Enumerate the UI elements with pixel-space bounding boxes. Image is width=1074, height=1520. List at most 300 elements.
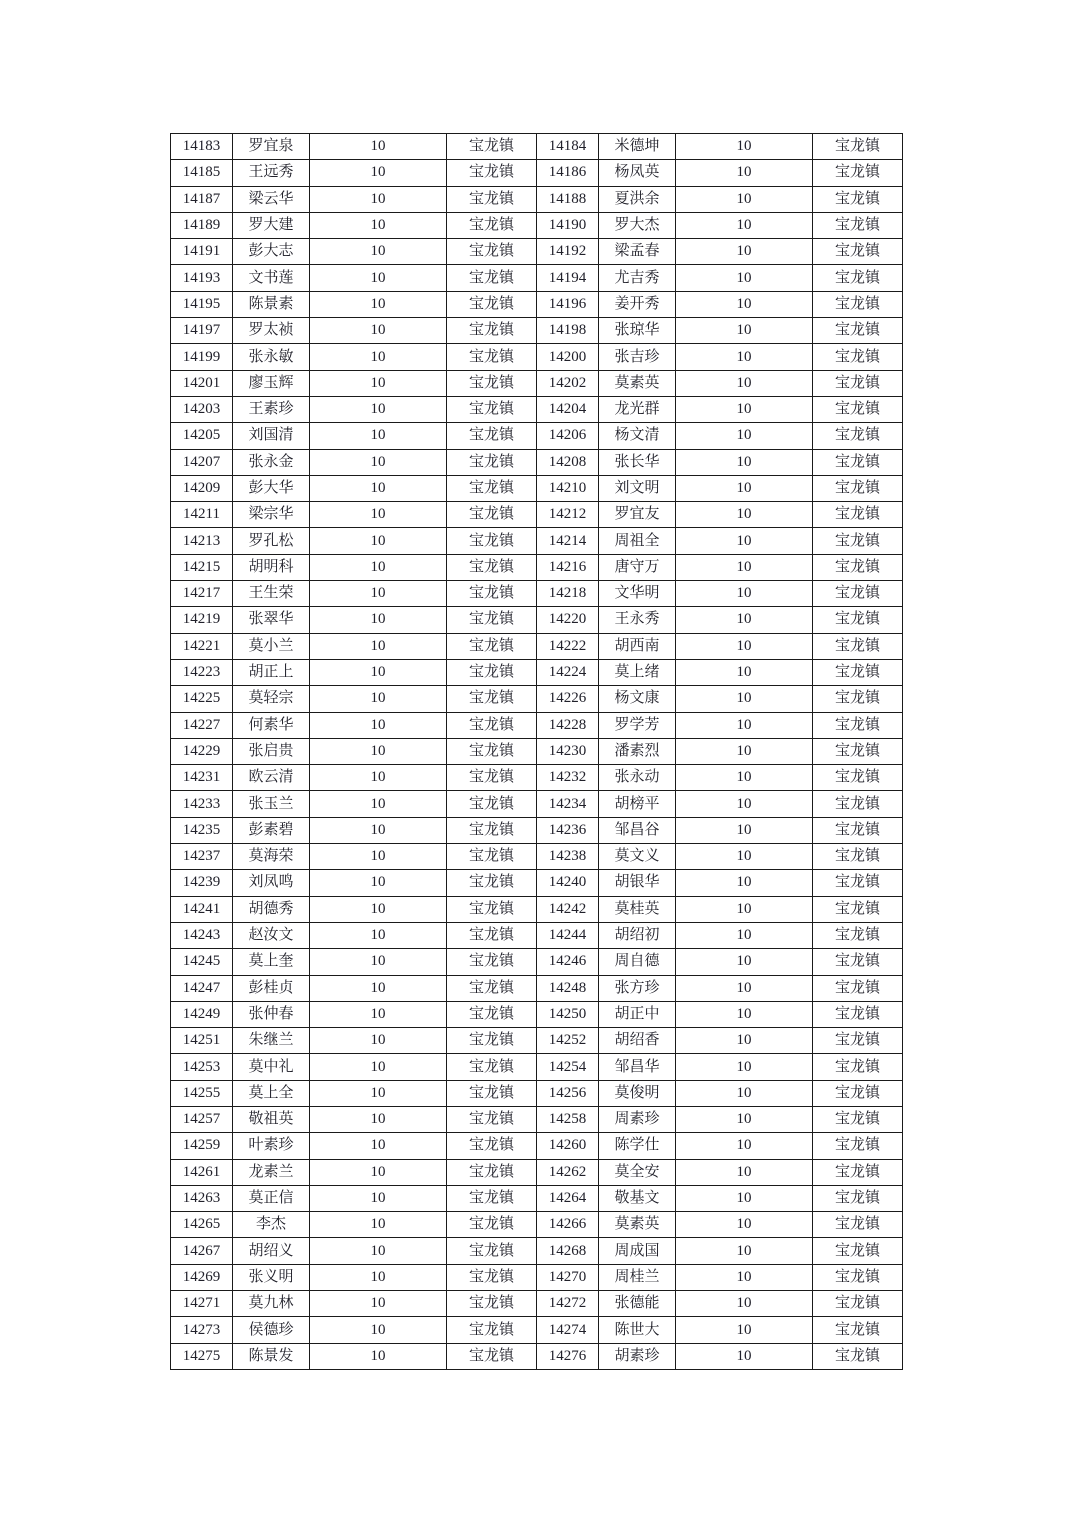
town-cell: 宝龙镇 xyxy=(813,265,903,291)
id-cell: 14252 xyxy=(537,1028,599,1054)
name-cell: 胡正中 xyxy=(599,1001,676,1027)
town-cell: 宝龙镇 xyxy=(813,633,903,659)
id-cell: 14242 xyxy=(537,896,599,922)
id-cell: 14205 xyxy=(171,423,233,449)
name-cell: 唐守万 xyxy=(599,554,676,580)
id-cell: 14254 xyxy=(537,1054,599,1080)
table-row xyxy=(171,607,903,633)
amount-cell: 10 xyxy=(310,1133,447,1159)
id-cell: 14208 xyxy=(537,449,599,475)
amount-cell: 10 xyxy=(676,475,813,501)
id-cell: 14189 xyxy=(171,212,233,238)
town-cell: 宝龙镇 xyxy=(447,554,537,580)
name-cell: 罗学芳 xyxy=(599,712,676,738)
id-cell: 14185 xyxy=(171,160,233,186)
name-cell: 龙素兰 xyxy=(233,1159,310,1185)
table-row xyxy=(171,396,903,422)
id-cell: 14202 xyxy=(537,370,599,396)
id-cell: 14187 xyxy=(171,186,233,212)
name-cell: 莫素英 xyxy=(599,370,676,396)
amount-cell: 10 xyxy=(676,396,813,422)
id-cell: 14272 xyxy=(537,1291,599,1317)
town-cell: 宝龙镇 xyxy=(813,370,903,396)
amount-cell: 10 xyxy=(310,239,447,265)
name-cell: 周自德 xyxy=(599,949,676,975)
id-cell: 14247 xyxy=(171,975,233,1001)
name-cell: 莫轻宗 xyxy=(233,686,310,712)
id-cell: 14192 xyxy=(537,239,599,265)
town-cell: 宝龙镇 xyxy=(447,791,537,817)
amount-cell: 10 xyxy=(676,975,813,1001)
table-row xyxy=(171,686,903,712)
amount-cell: 10 xyxy=(310,423,447,449)
amount-cell: 10 xyxy=(676,449,813,475)
name-cell: 胡榜平 xyxy=(599,791,676,817)
town-cell: 宝龙镇 xyxy=(447,396,537,422)
id-cell: 14271 xyxy=(171,1291,233,1317)
id-cell: 14274 xyxy=(537,1317,599,1343)
id-cell: 14210 xyxy=(537,475,599,501)
id-cell: 14241 xyxy=(171,896,233,922)
amount-cell: 10 xyxy=(676,423,813,449)
amount-cell: 10 xyxy=(676,291,813,317)
id-cell: 14231 xyxy=(171,765,233,791)
town-cell: 宝龙镇 xyxy=(447,1054,537,1080)
name-cell: 胡素珍 xyxy=(599,1343,676,1369)
name-cell: 朱继兰 xyxy=(233,1028,310,1054)
name-cell: 张方珍 xyxy=(599,975,676,1001)
id-cell: 14269 xyxy=(171,1264,233,1290)
amount-cell: 10 xyxy=(676,659,813,685)
name-cell: 胡德秀 xyxy=(233,896,310,922)
id-cell: 14221 xyxy=(171,633,233,659)
name-cell: 杨文康 xyxy=(599,686,676,712)
table-row xyxy=(171,633,903,659)
name-cell: 姜开秀 xyxy=(599,291,676,317)
amount-cell: 10 xyxy=(676,712,813,738)
name-cell: 莫文义 xyxy=(599,844,676,870)
amount-cell: 10 xyxy=(310,870,447,896)
id-cell: 14204 xyxy=(537,396,599,422)
amount-cell: 10 xyxy=(310,212,447,238)
id-cell: 14183 xyxy=(171,134,233,160)
amount-cell: 10 xyxy=(676,1238,813,1264)
amount-cell: 10 xyxy=(676,896,813,922)
id-cell: 14219 xyxy=(171,607,233,633)
amount-cell: 10 xyxy=(310,581,447,607)
town-cell: 宝龙镇 xyxy=(447,318,537,344)
amount-cell: 10 xyxy=(310,1054,447,1080)
table-row xyxy=(171,1054,903,1080)
id-cell: 14267 xyxy=(171,1238,233,1264)
id-cell: 14256 xyxy=(537,1080,599,1106)
table-row xyxy=(171,449,903,475)
id-cell: 14190 xyxy=(537,212,599,238)
table-row xyxy=(171,844,903,870)
town-cell: 宝龙镇 xyxy=(813,423,903,449)
table-row xyxy=(171,1028,903,1054)
name-cell: 胡明科 xyxy=(233,554,310,580)
amount-cell: 10 xyxy=(676,738,813,764)
town-cell: 宝龙镇 xyxy=(447,134,537,160)
amount-cell: 10 xyxy=(676,844,813,870)
amount-cell: 10 xyxy=(310,1028,447,1054)
amount-cell: 10 xyxy=(676,502,813,528)
name-cell: 王永秀 xyxy=(599,607,676,633)
id-cell: 14198 xyxy=(537,318,599,344)
table-row xyxy=(171,791,903,817)
table-row xyxy=(171,291,903,317)
id-cell: 14262 xyxy=(537,1159,599,1185)
table-row xyxy=(171,212,903,238)
amount-cell: 10 xyxy=(676,1264,813,1290)
id-cell: 14268 xyxy=(537,1238,599,1264)
amount-cell: 10 xyxy=(676,554,813,580)
table-row xyxy=(171,975,903,1001)
town-cell: 宝龙镇 xyxy=(447,370,537,396)
amount-cell: 10 xyxy=(676,186,813,212)
town-cell: 宝龙镇 xyxy=(447,949,537,975)
name-cell: 张义明 xyxy=(233,1264,310,1290)
town-cell: 宝龙镇 xyxy=(813,1001,903,1027)
name-cell: 欧云清 xyxy=(233,765,310,791)
amount-cell: 10 xyxy=(676,1343,813,1369)
id-cell: 14200 xyxy=(537,344,599,370)
town-cell: 宝龙镇 xyxy=(813,1106,903,1132)
town-cell: 宝龙镇 xyxy=(813,318,903,344)
name-cell: 敬祖英 xyxy=(233,1106,310,1132)
id-cell: 14191 xyxy=(171,239,233,265)
name-cell: 张永金 xyxy=(233,449,310,475)
name-cell: 彭大华 xyxy=(233,475,310,501)
name-cell: 罗宜友 xyxy=(599,502,676,528)
id-cell: 14233 xyxy=(171,791,233,817)
town-cell: 宝龙镇 xyxy=(447,765,537,791)
id-cell: 14264 xyxy=(537,1185,599,1211)
amount-cell: 10 xyxy=(310,265,447,291)
amount-cell: 10 xyxy=(310,160,447,186)
name-cell: 米德坤 xyxy=(599,134,676,160)
town-cell: 宝龙镇 xyxy=(813,607,903,633)
name-cell: 侯德珍 xyxy=(233,1317,310,1343)
id-cell: 14197 xyxy=(171,318,233,344)
name-cell: 刘国清 xyxy=(233,423,310,449)
table-row xyxy=(171,659,903,685)
town-cell: 宝龙镇 xyxy=(813,1212,903,1238)
id-cell: 14216 xyxy=(537,554,599,580)
table-row xyxy=(171,1291,903,1317)
table-row xyxy=(171,1159,903,1185)
town-cell: 宝龙镇 xyxy=(447,633,537,659)
name-cell: 莫小兰 xyxy=(233,633,310,659)
name-cell: 莫上全 xyxy=(233,1080,310,1106)
town-cell: 宝龙镇 xyxy=(447,1080,537,1106)
table-row xyxy=(171,712,903,738)
amount-cell: 10 xyxy=(310,1185,447,1211)
town-cell: 宝龙镇 xyxy=(447,502,537,528)
town-cell: 宝龙镇 xyxy=(447,291,537,317)
name-cell: 敬基文 xyxy=(599,1185,676,1211)
name-cell: 罗孔松 xyxy=(233,528,310,554)
table-row xyxy=(171,1212,903,1238)
name-cell: 胡绍香 xyxy=(599,1028,676,1054)
id-cell: 14206 xyxy=(537,423,599,449)
id-cell: 14194 xyxy=(537,265,599,291)
town-cell: 宝龙镇 xyxy=(447,528,537,554)
town-cell: 宝龙镇 xyxy=(447,1238,537,1264)
amount-cell: 10 xyxy=(310,1159,447,1185)
id-cell: 14196 xyxy=(537,291,599,317)
amount-cell: 10 xyxy=(310,528,447,554)
table-row xyxy=(171,1317,903,1343)
table-row xyxy=(171,949,903,975)
town-cell: 宝龙镇 xyxy=(813,1291,903,1317)
id-cell: 14240 xyxy=(537,870,599,896)
amount-cell: 10 xyxy=(676,1001,813,1027)
town-cell: 宝龙镇 xyxy=(813,896,903,922)
id-cell: 14263 xyxy=(171,1185,233,1211)
table-row xyxy=(171,922,903,948)
amount-cell: 10 xyxy=(310,502,447,528)
amount-cell: 10 xyxy=(310,659,447,685)
id-cell: 14258 xyxy=(537,1106,599,1132)
town-cell: 宝龙镇 xyxy=(813,581,903,607)
amount-cell: 10 xyxy=(310,975,447,1001)
id-cell: 14276 xyxy=(537,1343,599,1369)
town-cell: 宝龙镇 xyxy=(447,1133,537,1159)
id-cell: 14251 xyxy=(171,1028,233,1054)
amount-cell: 10 xyxy=(310,1343,447,1369)
town-cell: 宝龙镇 xyxy=(447,1159,537,1185)
town-cell: 宝龙镇 xyxy=(447,712,537,738)
name-cell: 胡西南 xyxy=(599,633,676,659)
table-row xyxy=(171,160,903,186)
table-row xyxy=(171,1080,903,1106)
town-cell: 宝龙镇 xyxy=(813,922,903,948)
amount-cell: 10 xyxy=(676,318,813,344)
town-cell: 宝龙镇 xyxy=(813,212,903,238)
table-row xyxy=(171,239,903,265)
id-cell: 14186 xyxy=(537,160,599,186)
amount-cell: 10 xyxy=(310,370,447,396)
town-cell: 宝龙镇 xyxy=(447,1264,537,1290)
name-cell: 梁宗华 xyxy=(233,502,310,528)
amount-cell: 10 xyxy=(676,1291,813,1317)
amount-cell: 10 xyxy=(676,370,813,396)
name-cell: 张长华 xyxy=(599,449,676,475)
amount-cell: 10 xyxy=(676,1133,813,1159)
table-row xyxy=(171,186,903,212)
amount-cell: 10 xyxy=(676,817,813,843)
id-cell: 14193 xyxy=(171,265,233,291)
amount-cell: 10 xyxy=(676,160,813,186)
amount-cell: 10 xyxy=(310,186,447,212)
amount-cell: 10 xyxy=(676,765,813,791)
name-cell: 文书莲 xyxy=(233,265,310,291)
town-cell: 宝龙镇 xyxy=(813,449,903,475)
town-cell: 宝龙镇 xyxy=(813,554,903,580)
id-cell: 14203 xyxy=(171,396,233,422)
town-cell: 宝龙镇 xyxy=(813,134,903,160)
town-cell: 宝龙镇 xyxy=(813,291,903,317)
table-row xyxy=(171,896,903,922)
town-cell: 宝龙镇 xyxy=(447,160,537,186)
id-cell: 14224 xyxy=(537,659,599,685)
id-cell: 14235 xyxy=(171,817,233,843)
name-cell: 张吉珍 xyxy=(599,344,676,370)
name-cell: 张玉兰 xyxy=(233,791,310,817)
table-row xyxy=(171,1001,903,1027)
town-cell: 宝龙镇 xyxy=(447,607,537,633)
table-row xyxy=(171,265,903,291)
name-cell: 胡绍初 xyxy=(599,922,676,948)
amount-cell: 10 xyxy=(676,1080,813,1106)
amount-cell: 10 xyxy=(676,1185,813,1211)
town-cell: 宝龙镇 xyxy=(813,844,903,870)
name-cell: 周素珍 xyxy=(599,1106,676,1132)
name-cell: 陈景发 xyxy=(233,1343,310,1369)
town-cell: 宝龙镇 xyxy=(447,1291,537,1317)
id-cell: 14243 xyxy=(171,922,233,948)
town-cell: 宝龙镇 xyxy=(813,1028,903,1054)
amount-cell: 10 xyxy=(676,134,813,160)
town-cell: 宝龙镇 xyxy=(813,239,903,265)
name-cell: 王素珍 xyxy=(233,396,310,422)
name-cell: 潘素烈 xyxy=(599,738,676,764)
town-cell: 宝龙镇 xyxy=(813,659,903,685)
id-cell: 14265 xyxy=(171,1212,233,1238)
name-cell: 廖玉辉 xyxy=(233,370,310,396)
amount-cell: 10 xyxy=(310,1001,447,1027)
id-cell: 14270 xyxy=(537,1264,599,1290)
name-cell: 杨文清 xyxy=(599,423,676,449)
table-row xyxy=(171,1343,903,1369)
amount-cell: 10 xyxy=(310,1238,447,1264)
name-cell: 杨凤英 xyxy=(599,160,676,186)
table-row xyxy=(171,765,903,791)
town-cell: 宝龙镇 xyxy=(813,186,903,212)
amount-cell: 10 xyxy=(676,870,813,896)
town-cell: 宝龙镇 xyxy=(447,922,537,948)
name-cell: 莫中礼 xyxy=(233,1054,310,1080)
table-row xyxy=(171,344,903,370)
amount-cell: 10 xyxy=(310,817,447,843)
name-cell: 罗太祯 xyxy=(233,318,310,344)
name-cell: 刘凤鸣 xyxy=(233,870,310,896)
amount-cell: 10 xyxy=(676,1212,813,1238)
name-cell: 夏洪余 xyxy=(599,186,676,212)
id-cell: 14201 xyxy=(171,370,233,396)
id-cell: 14212 xyxy=(537,502,599,528)
town-cell: 宝龙镇 xyxy=(447,659,537,685)
town-cell: 宝龙镇 xyxy=(813,791,903,817)
town-cell: 宝龙镇 xyxy=(813,817,903,843)
amount-cell: 10 xyxy=(676,1317,813,1343)
amount-cell: 10 xyxy=(310,686,447,712)
town-cell: 宝龙镇 xyxy=(813,344,903,370)
table-row xyxy=(171,1133,903,1159)
town-cell: 宝龙镇 xyxy=(447,1343,537,1369)
town-cell: 宝龙镇 xyxy=(813,1317,903,1343)
town-cell: 宝龙镇 xyxy=(813,502,903,528)
amount-cell: 10 xyxy=(310,765,447,791)
town-cell: 宝龙镇 xyxy=(447,817,537,843)
id-cell: 14195 xyxy=(171,291,233,317)
id-cell: 14226 xyxy=(537,686,599,712)
amount-cell: 10 xyxy=(310,1264,447,1290)
id-cell: 14222 xyxy=(537,633,599,659)
table-row xyxy=(171,423,903,449)
name-cell: 周成国 xyxy=(599,1238,676,1264)
name-cell: 李杰 xyxy=(233,1212,310,1238)
table-row xyxy=(171,581,903,607)
table-row xyxy=(171,1185,903,1211)
id-cell: 14273 xyxy=(171,1317,233,1343)
amount-cell: 10 xyxy=(310,396,447,422)
name-cell: 梁孟春 xyxy=(599,239,676,265)
name-cell: 彭大志 xyxy=(233,239,310,265)
name-cell: 陈景素 xyxy=(233,291,310,317)
amount-cell: 10 xyxy=(310,134,447,160)
town-cell: 宝龙镇 xyxy=(813,1159,903,1185)
town-cell: 宝龙镇 xyxy=(447,1185,537,1211)
id-cell: 14225 xyxy=(171,686,233,712)
name-cell: 文华明 xyxy=(599,581,676,607)
town-cell: 宝龙镇 xyxy=(447,896,537,922)
id-cell: 14234 xyxy=(537,791,599,817)
name-cell: 张琼华 xyxy=(599,318,676,344)
town-cell: 宝龙镇 xyxy=(813,1185,903,1211)
name-cell: 莫素英 xyxy=(599,1212,676,1238)
name-cell: 罗宜泉 xyxy=(233,134,310,160)
id-cell: 14215 xyxy=(171,554,233,580)
amount-cell: 10 xyxy=(310,896,447,922)
name-cell: 张翠华 xyxy=(233,607,310,633)
amount-cell: 10 xyxy=(310,1291,447,1317)
town-cell: 宝龙镇 xyxy=(813,765,903,791)
amount-cell: 10 xyxy=(676,581,813,607)
id-cell: 14214 xyxy=(537,528,599,554)
town-cell: 宝龙镇 xyxy=(447,975,537,1001)
amount-cell: 10 xyxy=(676,1159,813,1185)
table-row xyxy=(171,318,903,344)
name-cell: 罗大建 xyxy=(233,212,310,238)
table-row xyxy=(171,134,903,160)
amount-cell: 10 xyxy=(676,633,813,659)
town-cell: 宝龙镇 xyxy=(447,423,537,449)
name-cell: 彭桂贞 xyxy=(233,975,310,1001)
id-cell: 14209 xyxy=(171,475,233,501)
name-cell: 莫正信 xyxy=(233,1185,310,1211)
amount-cell: 10 xyxy=(676,949,813,975)
id-cell: 14223 xyxy=(171,659,233,685)
town-cell: 宝龙镇 xyxy=(447,844,537,870)
id-cell: 14211 xyxy=(171,502,233,528)
amount-cell: 10 xyxy=(676,607,813,633)
name-cell: 胡正上 xyxy=(233,659,310,685)
id-cell: 14253 xyxy=(171,1054,233,1080)
town-cell: 宝龙镇 xyxy=(447,1028,537,1054)
name-cell: 刘文明 xyxy=(599,475,676,501)
name-cell: 莫上奎 xyxy=(233,949,310,975)
town-cell: 宝龙镇 xyxy=(813,738,903,764)
name-cell: 张永动 xyxy=(599,765,676,791)
amount-cell: 10 xyxy=(676,1028,813,1054)
id-cell: 14213 xyxy=(171,528,233,554)
town-cell: 宝龙镇 xyxy=(447,239,537,265)
id-cell: 14260 xyxy=(537,1133,599,1159)
id-cell: 14250 xyxy=(537,1001,599,1027)
